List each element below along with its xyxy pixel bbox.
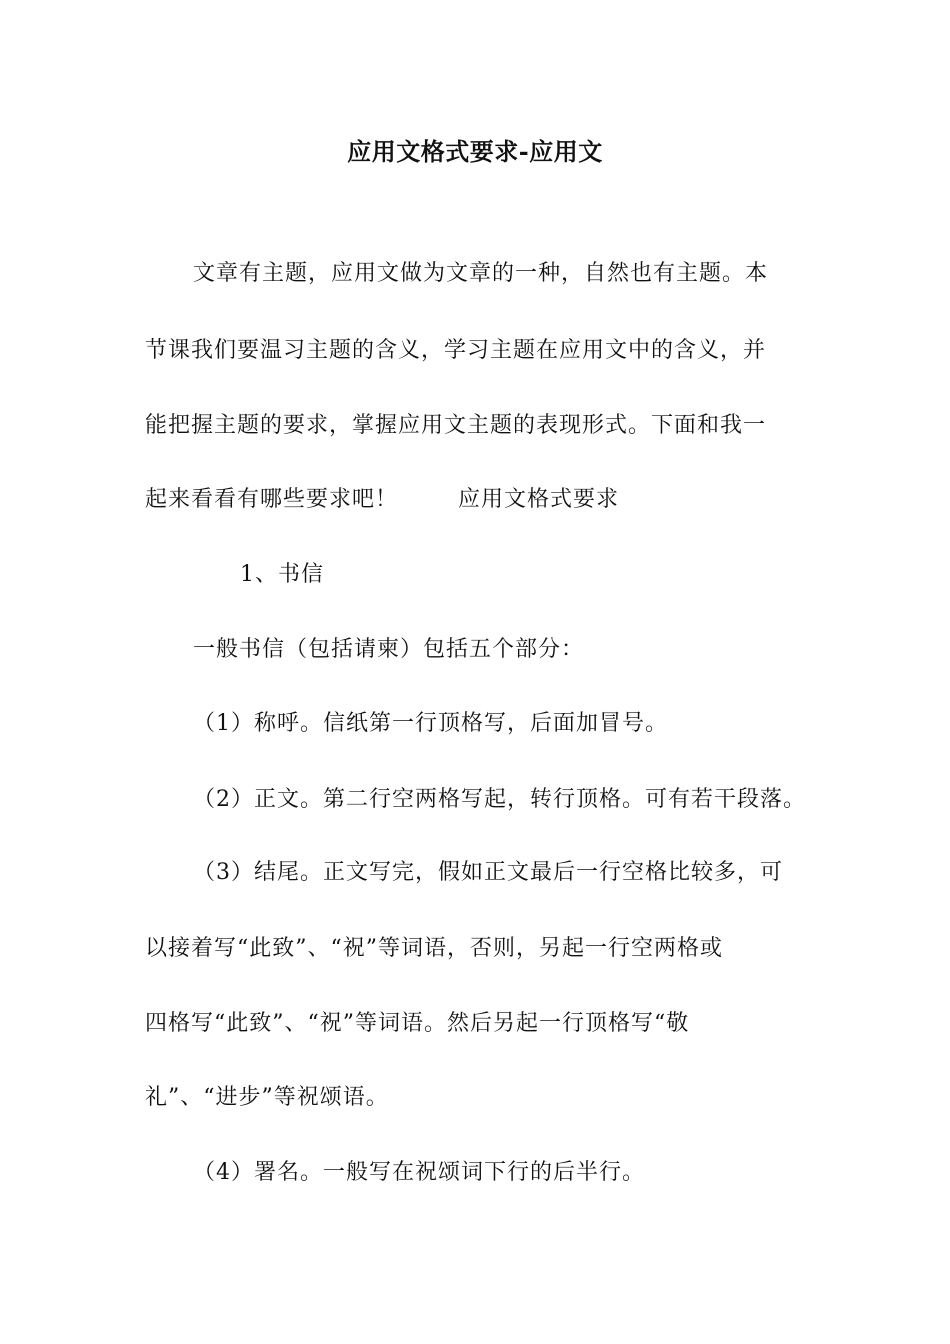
list-item-salutation: （1）称呼。信纸第一行顶格写，后面加冒号。 [193, 711, 668, 736]
list-item-closing-line-1: （3）结尾。正文写完，假如正文最后一行空格比较多，可 [193, 860, 783, 885]
section-heading-letters: 1、书信 [240, 562, 324, 587]
intro-line-1: 文章有主题，应用文做为文章的一种，自然也有主题。本 [193, 261, 769, 286]
intro-line-4 [145, 484, 619, 516]
list-item-signature: （4）署名。一般写在祝颂词下行的后半行。 [193, 1160, 645, 1185]
section-lead: 一般书信（包括请柬）包括五个部分： [193, 637, 585, 662]
section-title-format: 应用文格式要求 [458, 487, 620, 512]
document-title: 应用文格式要求-应用文 [347, 137, 603, 166]
list-item-closing-line-3: 四格写“此致”、“祝”等词语。然后另起一行顶格写“敬 [145, 1011, 690, 1036]
list-item-body: （2）正文。第二行空两格写起，转行顶格。可有若干段落。 [193, 787, 806, 812]
list-item-closing-line-2: 以接着写“此致”、“祝”等词语，否则，另起一行空两格或 [145, 936, 723, 961]
list-item-closing-line-4: 礼”、“进步”等祝颂语。 [145, 1085, 389, 1110]
intro-line-4-text: 起来看看有哪些要求吧！ [145, 487, 399, 512]
intro-line-3: 能把握主题的要求，掌握应用文主题的表现形式。下面和我一 [145, 413, 767, 438]
intro-line-2: 节课我们要温习主题的含义，学习主题在应用文中的含义，并 [145, 338, 767, 363]
